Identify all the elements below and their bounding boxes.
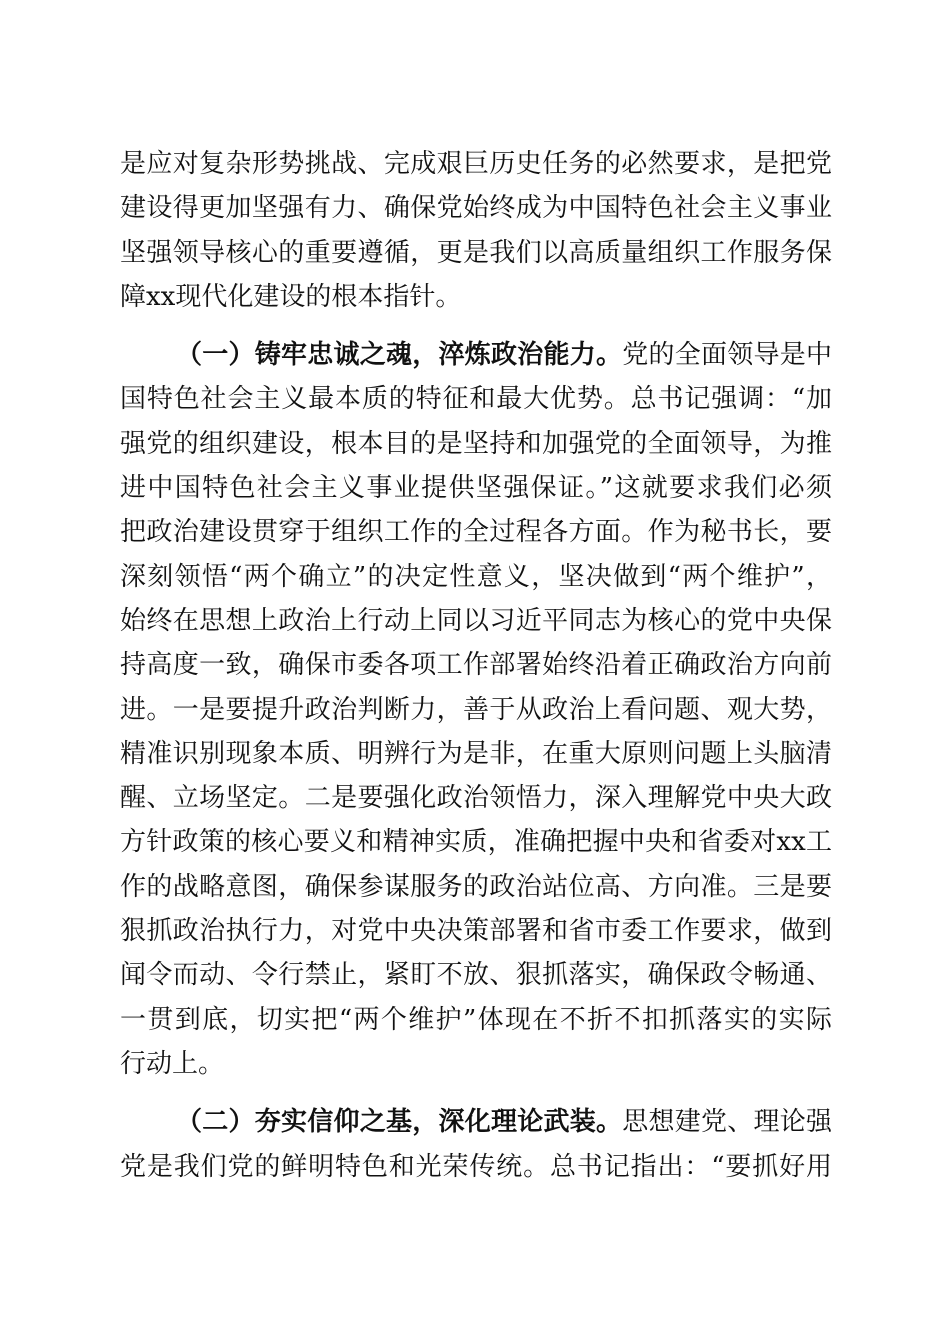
paragraph-line: 方针政策的核心要义和精神实质，准确把握中央和省委对xx工 (120, 827, 832, 858)
document-body (120, 142, 832, 1189)
section-heading: （一）铸牢忠诚之魂，淬炼政治能力。 (176, 340, 623, 371)
section-first-line (120, 1100, 832, 1144)
section-first-line (120, 333, 832, 377)
paragraph-line: 深刻领悟“两个确立”的决定性意义，坚决做到“两个维护”， (120, 561, 832, 592)
paragraph-line: 狠抓政治执行力，对党中央决策部署和省市委工作要求，做到 (120, 916, 832, 947)
section-text: 党的全面领导是中 (622, 340, 832, 371)
paragraph-line: 作的战略意图，确保参谋服务的政治站位高、方向准。三是要 (120, 871, 832, 902)
paragraph-line: 醒、立场坚定。二是要强化政治领悟力，深入理解党中央大政 (120, 783, 832, 814)
paragraph-1 (120, 142, 832, 319)
paragraph-line: 一贯到底，切实把“两个维护”体现在不折不扣抓落实的实际 (120, 1004, 832, 1035)
paragraph-line: 强党的组织建设，根本目的是坚持和加强党的全面领导，为推 (120, 428, 832, 459)
paragraph-line: 障xx现代化建设的根本指针。 (120, 281, 462, 312)
paragraph-line: 是应对复杂形势挑战、完成艰巨历史任务的必然要求，是把党 (120, 149, 832, 179)
paragraph-line: 国特色社会主义最本质的特征和最大优势。总书记强调：“加 (120, 384, 832, 415)
paragraph-line: 党是我们党的鲜明特色和光荣传统。总书记指出：“要抓好用 (120, 1151, 832, 1182)
paragraph-line: 进。一是要提升政治判断力，善于从政治上看问题、观大势， (120, 694, 832, 725)
paragraph-line: 精准识别现象本质、明辨行为是非，在重大原则问题上头脑清 (120, 738, 832, 769)
paragraph-line: 行动上。 (120, 1048, 225, 1079)
section-heading: （二）夯实信仰之基，深化理论武装。 (176, 1107, 623, 1138)
paragraph-line: 进中国特色社会主义事业提供坚强保证。”这就要求我们必须 (120, 473, 832, 504)
section-text: 思想建党、理论强 (622, 1107, 832, 1138)
paragraph-line: 建设得更加坚强有力、确保党始终成为中国特色社会主义事业 (120, 193, 832, 224)
section-2 (120, 1100, 832, 1189)
paragraph-line: 持高度一致，确保市委各项工作部署始终沿着正确政治方向前 (120, 650, 832, 681)
paragraph-line: 把政治建设贯穿于组织工作的全过程各方面。作为秘书长，要 (120, 517, 832, 548)
paragraph-line: 坚强领导核心的重要遵循，更是我们以高质量组织工作服务保 (120, 237, 832, 268)
section-1 (120, 333, 832, 1086)
paragraph-line: 闻令而动、令行禁止，紧盯不放、狠抓落实，确保政令畅通、 (120, 960, 832, 991)
paragraph-line: 始终在思想上政治上行动上同以习近平同志为核心的党中央保 (120, 605, 832, 636)
